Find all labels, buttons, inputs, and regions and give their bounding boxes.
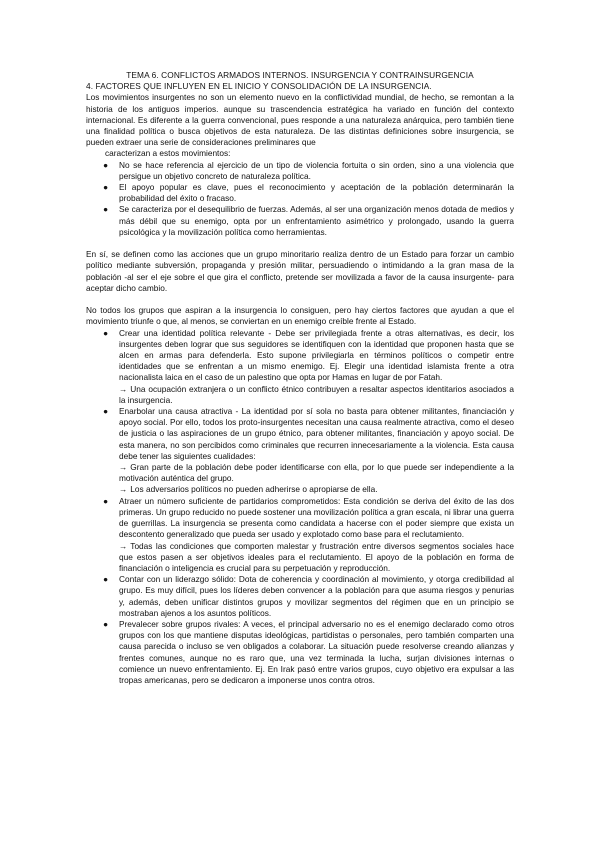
factors-intro-paragraph: No todos los grupos que aspiran a la insurgencia lo consiguen, pero hay ciertos factores que ayudan a que el movimiento triunfe o que, al menos, se conviertan en un enemigo creíble frente al Estado. [86,305,514,327]
list-item [86,406,514,496]
factor-note [119,484,514,495]
factor-note-text: Todas las condiciones que comporten malestar y frustración entre diversos segmentos sociales hace que estos pasen a ser objetivos ideales para el reclutamiento. El apoyo de la población en forma de financiación o inteligencia es crucial para su perpetuación y reproducción. [119,540,514,573]
list-item [86,328,514,406]
factor-note-text: Los adversarios políticos no pueden adherirse o apropiarse de ella. [130,484,378,495]
bullet-icon: ● [103,618,109,629]
list-item-text: No se hace referencia al ejercicio de un tipo de violencia fortuita o sin orden, sino a una violencia que persigue un objetivo concreto de naturaleza política. [119,159,514,181]
paragraph-gap [86,238,514,249]
paragraph-gap [86,294,514,305]
factor-text: Contar con un liderazgo sólido: Dota de coherencia y coordinación al movimiento, y otorga credibilidad al grupo. Es muy difícil, pues los líderes deben convencer a la población para que asuma riesgos y penurias y, además, deben unificar distintos grupos y movilizar segmentos del régimen que en un principio se mostraban ajenos a los asuntos políticos. [119,574,514,618]
section-heading: 4. FACTORES QUE INFLUYEN EN EL INICIO Y CONSOLIDACIÓN DE LA INSURGENCIA. [86,81,432,92]
intro-paragraph: Los movimientos insurgentes no son un elemento nuevo en la conflictividad mundial, de hecho, se remontan a la historia de los antiguos imperios. aunque su trascendencia estratégica ha variado en función del contexto internacional. Es diferente a la guerra convencional, pues responde a una naturaleza anárquica, pero también tiene una finalidad política o busca objetivos de esta naturaleza. De las distintas definiciones sobre insurgencia, se pueden extraer una serie de consideraciones preliminares que [86,92,514,148]
bullet-icon: ● [103,495,109,506]
document-body [86,70,514,686]
list-item-text: El apoyo popular es clave, pues el reconocimiento y aceptación de la población determinarán la probabilidad del éxito o fracaso. [119,182,514,204]
list-item [86,204,514,238]
bullet-icon: ● [103,406,109,417]
factors-list [86,328,514,687]
list-item [86,574,514,619]
arrow-right-icon: → [119,540,128,551]
list-item [86,496,514,574]
factor-text: Prevalecer sobre grupos rivales: A veces, el principal adversario no es el enemigo declarado como otros grupos con los que mantiene disputas ideológicas, partidistas o personales, pero también comparten una causa parecida o incluso se ven obligados a colaborar. La situación puede resolverse creando alianzas y frentes comunes, aunque no es raro que, una vez terminada la lucha, surjan divisiones internas o comience un nuevo enfrentamiento. Ej. En Irak pasó entre varios grupos, cuyo objetivo era expulsar a las tropas americanas, pero se dedicaron a imponerse unos contra otros. [119,618,514,685]
factor-note-text: Gran parte de la población debe poder identificarse con ella, por lo que puede ser independiente a la motivación auténtica del grupo. [119,462,514,484]
bullet-icon: ● [103,574,109,585]
factor-note [119,462,514,484]
factor-text: Atraer un número suficiente de partidarios comprometidos: Esta condición se deriva del éxito de las dos primeras. Un grupo reducido no puede sostener una movilización política a gran escala, ni librar una guerra de guerrillas. La insurgencia se presenta como candidata a hacerse con el poder siempre que exista un descontento generalizado que pueda ser usado y explotado como base para el reclutamiento. [119,495,514,540]
list-item [86,160,514,182]
arrow-right-icon: → [119,484,128,495]
arrow-right-icon: → [119,462,128,473]
bullet-icon: ● [103,182,109,193]
characteristics-list [86,160,514,238]
list-item-text: Se caracteriza por el desequilibrio de fuerzas. Además, al ser una organización menos dotada de medios y más débil que su enemigo, opta por un enfrentamiento asimétrico y prolongado, usando la guerra psicológica y la movilización política como herramientas. [119,204,514,237]
document-title: TEMA 6. CONFLICTOS ARMADOS INTERNOS. INSURGENCIA Y CONTRAINSURGENCIA [126,70,474,80]
factor-note [119,541,514,575]
list-item [86,182,514,204]
arrow-right-icon: → [119,383,128,394]
bullet-icon: ● [103,159,109,170]
definition-paragraph: En sí, se definen como las acciones que un grupo minoritario realiza dentro de un Estado para forzar un cambio político mediante subversión, propaganda y presión militar, persuadiendo o intimidando a la gran masa de la población -al ser el eje sobre el que gira el conflicto, pretende ser movilizada a favor de la causa insurgente- para aceptar dicho cambio. [86,249,514,293]
factor-note [119,384,514,406]
bullet-icon: ● [103,327,109,338]
factor-text: Enarbolar una causa atractiva - La identidad por sí sola no basta para obtener militantes, financiación y apoyo social. Por ello, todos los proto-insurgentes necesitan una causa realmente atractiva, como el deseo de justicia o las aspiraciones de un grupo étnico, para obtener militantes, financiación y apoyo social. De esta manera, no son percibidos como criminales que recurren innecesariamente a la violencia. Esta causa debe tener las siguientes cualidades: [119,406,514,461]
intro-lead-in: caracterizan a estos movimientos: [105,148,231,159]
bullet-icon: ● [103,204,109,215]
list-item [86,619,514,686]
factor-text: Crear una identidad política relevante - Debe ser privilegiada frente a otras alternativas, es decir, los insurgentes deben lograr que sus seguidores se identifiquen con la identidad que proponen hasta que se alcen en armas para defenderla. Esto supone privilegiarla en términos políticos o competir entre identidades que se enfrentan a un mismo enemigo. Ej. Elegir una identidad islamista frente a otra nacionalista laica en el caso de un palestino que opta por Hamas en lugar de por Fatah. [119,327,514,383]
factor-note-text: Una ocupación extranjera o un conflicto étnico contribuyen a resaltar aspectos identitarios asociados a la insurgencia. [119,383,514,405]
